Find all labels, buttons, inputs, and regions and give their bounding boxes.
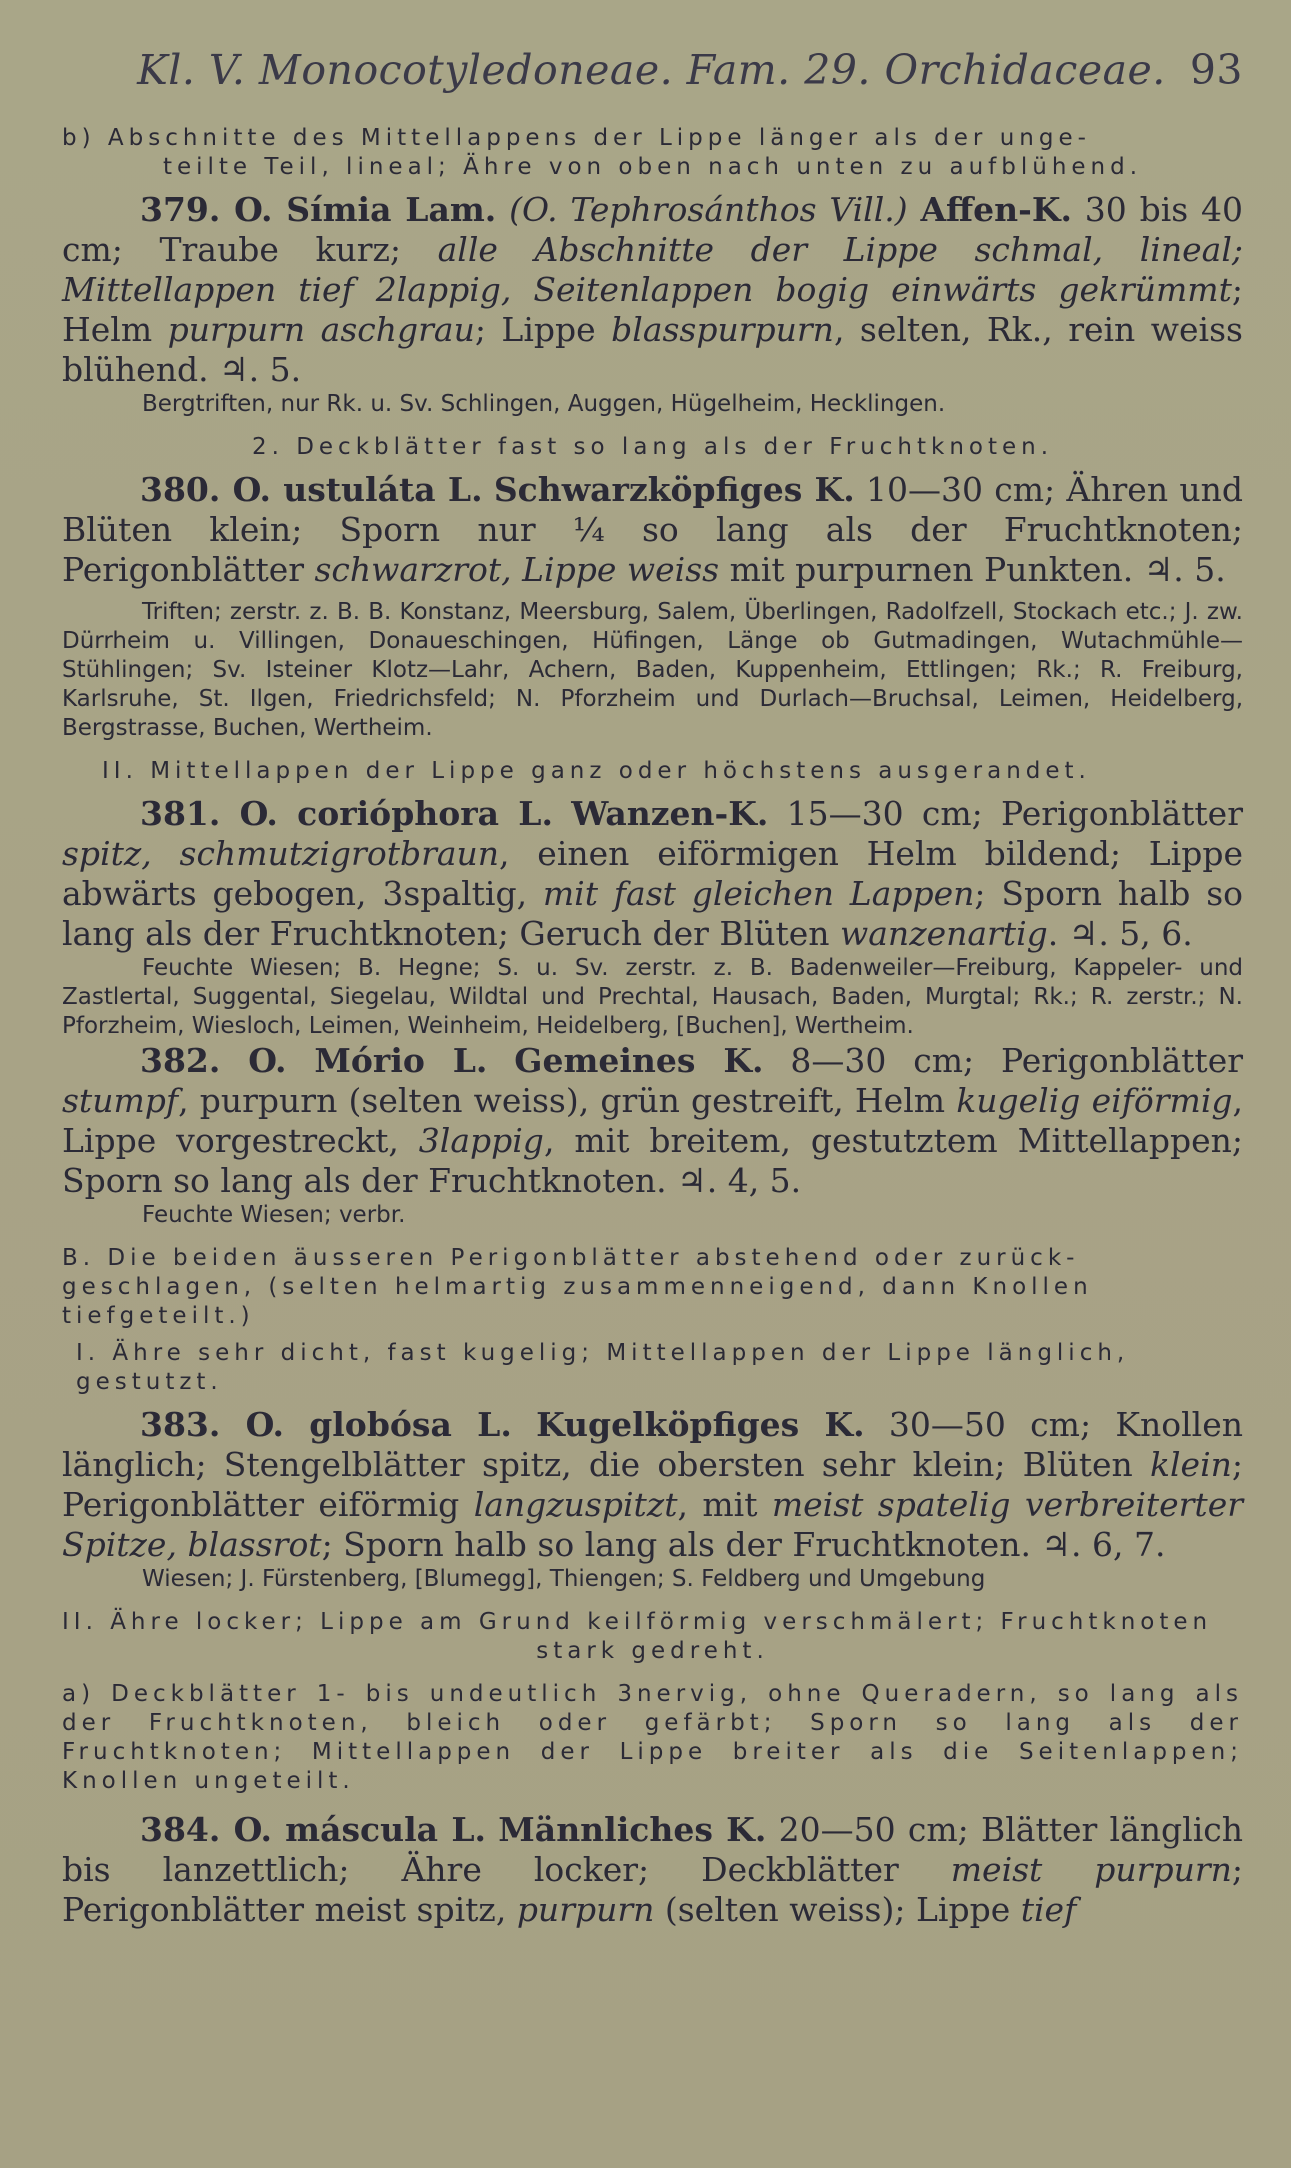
species-381: 381. O. corióphora L. Wanzen-K. 15—30 cm; Perigonblätter spitz, schmutzigrotbraun, einen eiförmigen Helm bildend; Lippe abwärts gebogen, 3spaltig, mit fast gleichen Lappen; Sporn halb so lang als der Fruchtknoten; Geruch der Blüten wanzenartig. ♃. 5, 6. <box>62 794 1244 953</box>
species-379-habitat: Bergtriften, nur Rk. u. Sv. Schlingen, Auggen, Hügelheim, Hecklingen. <box>142 391 946 417</box>
species-380-habitat: Triften; zerstr. z. B. B. Konstanz, Meersburg, Salem, Überlingen, Radolfzell, Stockach etc.; J. zw. Dürrheim u. Villingen, Donaueschingen, Hüfingen, Länge ob Gutmadingen, Wutachmühle—Stühlingen; Sv. Isteiner Klotz—Lahr, Achern, Baden, Kuppenheim, Ettlingen; Rk.; R. Freiburg, Karlsruhe, St. Ilgen, Friedrichsfeld; N. Pforzheim und Durlach—Bruchsal, Leimen, Heidelberg, Bergstrasse, Buchen, Wertheim. <box>62 599 1243 741</box>
key-B-line1: B. Die beiden äusseren Perigonblätter abstehend oder zurück- <box>62 1245 1080 1271</box>
species-379-common: Affen-K. <box>920 190 1072 229</box>
species-382: 382. O. Mório L. Gemeines K. 8—30 cm; Perigonblätter stumpf, purpurn (selten weiss), grün gestreift, Helm kugelig eiförmig, Lippe vorgestreckt, 3lappig, mit breitem, gestutztem Mittellappen; Sporn so lang als der Fruchtknoten. ♃. 4, 5. <box>62 1041 1243 1200</box>
species-384: 384. O. máscula L. Männliches K. 20—50 cm; Blätter länglich bis lanzettlich; Ähre locker; Deckblätter meist purpurn; Perigonblätter meist spitz, purpurn (selten weiss); Lippe tief <box>62 1810 1243 1929</box>
key-II2-line2: stark gedreht. <box>536 1638 769 1664</box>
species-380-name: 380. O. ustuláta L. <box>140 470 483 509</box>
species-379-synonym: (O. Tephrosánthos Vill.) <box>509 190 908 229</box>
species-382-common: Gemeines K. <box>514 1041 764 1080</box>
key-a: a) Deckblätter 1- bis undeutlich 3nervig, ohne Queradern, so lang als der Fruchtknoten, bleich oder gefärbt; Sporn so lang als der Fruchtknoten; Mittellappen der Lippe breiter als die Seitenlappen; Knollen ungeteilt. <box>62 1681 1243 1794</box>
species-383: 383. O. globósa L. Kugelköpfiges K. 30—50 cm; Knollen länglich; Stengelblätter spitz, die obersten sehr klein; Blüten klein; Perigonblätter eiförmig langzuspitzt, mit meist spatelig verbreiterter Spitze, blassrot; Sporn halb so lang als der Fruchtknoten. ♃. 6, 7. <box>62 1405 1243 1564</box>
species-382-habitat: Feuchte Wiesen; verbr. <box>142 1202 406 1228</box>
key-B-line2: geschlagen, (selten helmartig zusammenneigend, dann Knollen tiefgeteilt.) <box>62 1274 1093 1329</box>
species-382-name: 382. O. Mório L. <box>140 1041 488 1080</box>
key-II: II. Mittellappen der Lippe ganz oder höchstens ausgerandet. <box>102 758 1091 784</box>
key-b-line2: teilte Teil, lineal; Ähre von oben nach unten zu aufblühend. <box>162 154 1143 180</box>
species-379-name: 379. O. Símia Lam. <box>140 190 497 229</box>
key-I: I. Ähre sehr dicht, fast kugelig; Mittellappen der Lippe länglich, gestutzt. <box>76 1340 1130 1395</box>
key-II2-line1: II. Ähre locker; Lippe am Grund keilförmig verschmälert; Fruchtknoten <box>62 1609 1213 1635</box>
running-header <box>62 42 1243 98</box>
species-384-name: 384. O. máscula L. <box>140 1810 487 1849</box>
species-380-common: Schwarzköpfiges K. <box>493 470 855 509</box>
species-383-common: Kugelköpfiges K. <box>536 1405 865 1444</box>
species-381-name: 381. O. corióphora L. <box>140 794 553 833</box>
species-380: 380. O. ustuláta L. Schwarzköpfiges K. 10—30 cm; Ähren und Blüten klein; Sporn nur ¼ so lang als der Fruchtknoten; Perigonblätter schwarzrot, Lippe weiss mit purpurnen Punkten. ♃. 5. <box>62 470 1243 589</box>
header-title: Kl. V. Monocotyledoneae. Fam. 29. Orchidaceae. <box>137 46 1166 94</box>
species-383-habitat: Wiesen; J. Fürstenberg, [Blumegg], Thiengen; S. Feldberg und Umgebung <box>142 1566 986 1592</box>
key-2: 2. Deckblätter fast so lang als der Fruchtknoten. <box>251 434 1054 460</box>
key-b-line1: b) Abschnitte des Mittellappens der Lippe länger als der unge- <box>62 125 1091 151</box>
species-381-common: Wanzen-K. <box>571 794 769 833</box>
page-number: 93 <box>1189 46 1243 94</box>
species-379: 379. O. Símia Lam. (O. Tephrosánthos Vill.) Affen-K. 30 bis 40 cm; Traube kurz; alle Abschnitte der Lippe schmal, lineal; Mittellappen tief 2lappig, Seitenlappen bogig einwärts gekrümmt; Helm purpurn aschgrau; Lippe blasspurpurn, selten, Rk., rein weiss blühend. ♃. 5. <box>62 190 1243 389</box>
species-381-habitat: Feuchte Wiesen; B. Hegne; S. u. Sv. zerstr. z. B. Badenweiler—Freiburg, Kappeler- und Zastlertal, Suggental, Siegelau, Wildtal und Prechtal, Hausach, Baden, Murgtal; Rk.; R. zerstr.; N. Pforzheim, Wiesloch, Leimen, Weinheim, Heidelberg, [Buchen], Wertheim. <box>62 955 1243 1039</box>
species-384-common: Männliches K. <box>498 1810 767 1849</box>
species-383-name: 383. O. globósa L. <box>140 1405 512 1444</box>
